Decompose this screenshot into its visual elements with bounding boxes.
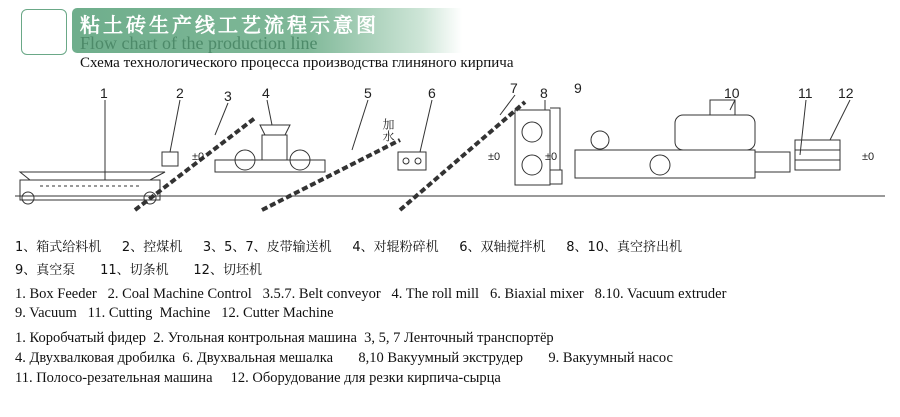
- label-11: 11: [798, 85, 813, 101]
- label-5: 5: [364, 85, 372, 101]
- legend-ru-line-3: 11. Полосо-резательная машина 12. Оборудование для резки кирпича-сырца: [15, 370, 501, 386]
- cutting-machine: [755, 100, 806, 172]
- legend-cn-line-2: 9、真空泵 11、切条机 12、切坯机: [15, 263, 262, 278]
- title-russian: Схема технологического процесса производства глиняного кирпича: [80, 55, 514, 71]
- title-english: Flow chart of the production line: [80, 33, 318, 53]
- water-label: 加水: [381, 118, 395, 142]
- label-9: 9: [574, 80, 582, 96]
- title-chinese: 粘土砖生产线工艺流程示意图: [80, 13, 379, 37]
- label-6: 6: [428, 85, 436, 101]
- legend-cn-line-1: 1、箱式给料机 2、控煤机 3、5、7、皮带输送机 4、对辊粉碎机 6、双轴搅拌机 8、10、真空挤出机: [15, 240, 683, 255]
- vacuum-pump: [550, 108, 562, 184]
- legend-en-line-1: 1. Box Feeder 2. Coal Machine Control 3.5.7. Belt conveyor 4. The roll mill 6. Biaxial mixer 8.10. Vacuum extruder: [15, 286, 727, 302]
- level-mark: ±0: [545, 151, 558, 163]
- belt-conveyor-5: [262, 100, 400, 210]
- legend-ru-line-1: 1. Коробчатый фидер 2. Угольная контрольная машина 3, 5, 7 Ленточный транспортёр: [15, 330, 554, 346]
- box-feeder: [20, 100, 165, 204]
- level-mark: ±0: [192, 151, 205, 163]
- vacuum-extruder-8: [515, 100, 550, 185]
- label-3: 3: [224, 88, 232, 104]
- label-12: 12: [838, 85, 854, 101]
- label-2: 2: [176, 85, 184, 101]
- level-mark: ±0: [488, 151, 501, 163]
- coal-machine-control: [162, 100, 180, 166]
- label-8: 8: [540, 85, 548, 101]
- cutter-machine: [795, 100, 850, 170]
- label-10: 10: [724, 85, 740, 101]
- label-4: 4: [262, 85, 270, 101]
- label-1: 1: [100, 85, 108, 101]
- vacuum-extruder-10: [575, 100, 755, 178]
- biaxial-mixer: [398, 100, 432, 170]
- level-mark: ±0: [862, 151, 875, 163]
- legend-ru-line-2: 4. Двухвалковая дробилка 6. Двухвальная мешалка 8,10 Вакуумный экструдер 9. Вакуумный насос: [15, 350, 673, 366]
- legend-en-line-2: 9. Vacuum 11. Cutting Machine 12. Cutter Machine: [15, 305, 334, 321]
- label-7: 7: [510, 80, 518, 96]
